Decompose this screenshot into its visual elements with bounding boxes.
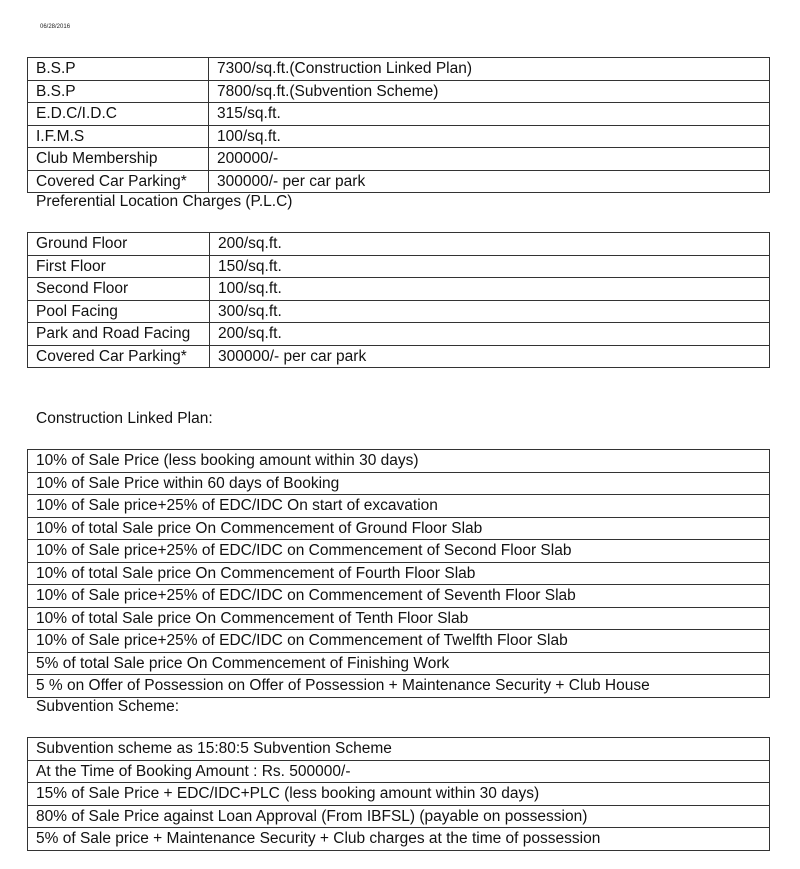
- plan-step: 10% of total Sale price On Commencement of Fourth Floor Slab: [28, 562, 770, 585]
- plan-step: Subvention scheme as 15:80:5 Subvention Scheme: [28, 738, 770, 761]
- plan-step: 10% of Sale price+25% of EDC/IDC on Commencement of Second Floor Slab: [28, 540, 770, 563]
- charge-item: Second Floor: [28, 278, 210, 301]
- charge-item: E.D.C/I.D.C: [28, 103, 209, 126]
- table-row: [28, 80, 770, 103]
- charge-value: 300000/- per car park: [210, 345, 770, 368]
- table-row: [28, 607, 770, 630]
- table-row: [28, 148, 770, 171]
- table-row: [28, 738, 770, 761]
- document-date: 06/28/2016: [40, 24, 71, 30]
- table-row: [28, 652, 770, 675]
- charge-item: Club Membership: [28, 148, 209, 171]
- plc-charges-table: [27, 232, 770, 368]
- plan-step: 10% of Sale price+25% of EDC/IDC On start of excavation: [28, 495, 770, 518]
- table-row: [28, 103, 770, 126]
- charge-value: 315/sq.ft.: [209, 103, 770, 126]
- table-row: [28, 562, 770, 585]
- charge-value: 100/sq.ft.: [210, 278, 770, 301]
- charge-item: I.F.M.S: [28, 125, 209, 148]
- table-row: [28, 675, 770, 698]
- charge-value: 200000/-: [209, 148, 770, 171]
- clp-caption: Construction Linked Plan:: [36, 410, 213, 427]
- charge-value: 200/sq.ft.: [210, 233, 770, 256]
- plan-step: 10% of Sale price+25% of EDC/IDC on Commencement of Seventh Floor Slab: [28, 585, 770, 608]
- plan-step: 10% of Sale Price (less booking amount within 30 days): [28, 450, 770, 473]
- table-row: [28, 450, 770, 473]
- table-row: [28, 125, 770, 148]
- table-row: [28, 760, 770, 783]
- plan-step: 5% of total Sale price On Commencement of Finishing Work: [28, 652, 770, 675]
- charge-value: 200/sq.ft.: [210, 323, 770, 346]
- charge-value: 100/sq.ft.: [209, 125, 770, 148]
- plan-step: 5 % on Offer of Possession on Offer of Possession + Maintenance Security + Club House: [28, 675, 770, 698]
- plan-step: 15% of Sale Price + EDC/IDC+PLC (less booking amount within 30 days): [28, 783, 770, 806]
- charge-value: 300/sq.ft.: [210, 300, 770, 323]
- basic-charges-table: [27, 57, 770, 193]
- table-row: [28, 630, 770, 653]
- subvention-caption: Subvention Scheme:: [36, 698, 180, 715]
- table-row: [28, 540, 770, 563]
- charge-value: 7800/sq.ft.(Subvention Scheme): [209, 80, 770, 103]
- charge-item: Ground Floor: [28, 233, 210, 256]
- table-row: [28, 828, 770, 851]
- plan-step: 80% of Sale Price against Loan Approval (From IBFSL) (payable on possession): [28, 805, 770, 828]
- table-row: [28, 233, 770, 256]
- table-row: [28, 805, 770, 828]
- plc-caption: Preferential Location Charges (P.L.C): [36, 193, 293, 210]
- plan-step: At the Time of Booking Amount : Rs. 500000/-: [28, 760, 770, 783]
- table-row: [28, 58, 770, 81]
- table-row: [28, 255, 770, 278]
- charge-value: 150/sq.ft.: [210, 255, 770, 278]
- table-row: [28, 170, 770, 193]
- plan-step: 5% of Sale price + Maintenance Security + Club charges at the time of possession: [28, 828, 770, 851]
- charge-value: 300000/- per car park: [209, 170, 770, 193]
- table-row: [28, 495, 770, 518]
- charge-item: Park and Road Facing: [28, 323, 210, 346]
- plan-step: 10% of total Sale price On Commencement of Ground Floor Slab: [28, 517, 770, 540]
- construction-linked-plan-table: [27, 449, 770, 698]
- table-row: [28, 323, 770, 346]
- charge-item: First Floor: [28, 255, 210, 278]
- subvention-scheme-table: [27, 737, 770, 851]
- table-row: [28, 472, 770, 495]
- table-row: [28, 517, 770, 540]
- plan-step: 10% of total Sale price On Commencement of Tenth Floor Slab: [28, 607, 770, 630]
- charge-item: Covered Car Parking*: [28, 345, 210, 368]
- table-row: [28, 345, 770, 368]
- charge-item: B.S.P: [28, 80, 209, 103]
- table-row: [28, 300, 770, 323]
- charge-value: 7300/sq.ft.(Construction Linked Plan): [209, 58, 770, 81]
- table-row: [28, 585, 770, 608]
- charge-item: Pool Facing: [28, 300, 210, 323]
- charge-item: B.S.P: [28, 58, 209, 81]
- charge-item: Covered Car Parking*: [28, 170, 209, 193]
- plan-step: 10% of Sale price+25% of EDC/IDC on Commencement of Twelfth Floor Slab: [28, 630, 770, 653]
- table-row: [28, 278, 770, 301]
- table-row: [28, 783, 770, 806]
- plan-step: 10% of Sale Price within 60 days of Booking: [28, 472, 770, 495]
